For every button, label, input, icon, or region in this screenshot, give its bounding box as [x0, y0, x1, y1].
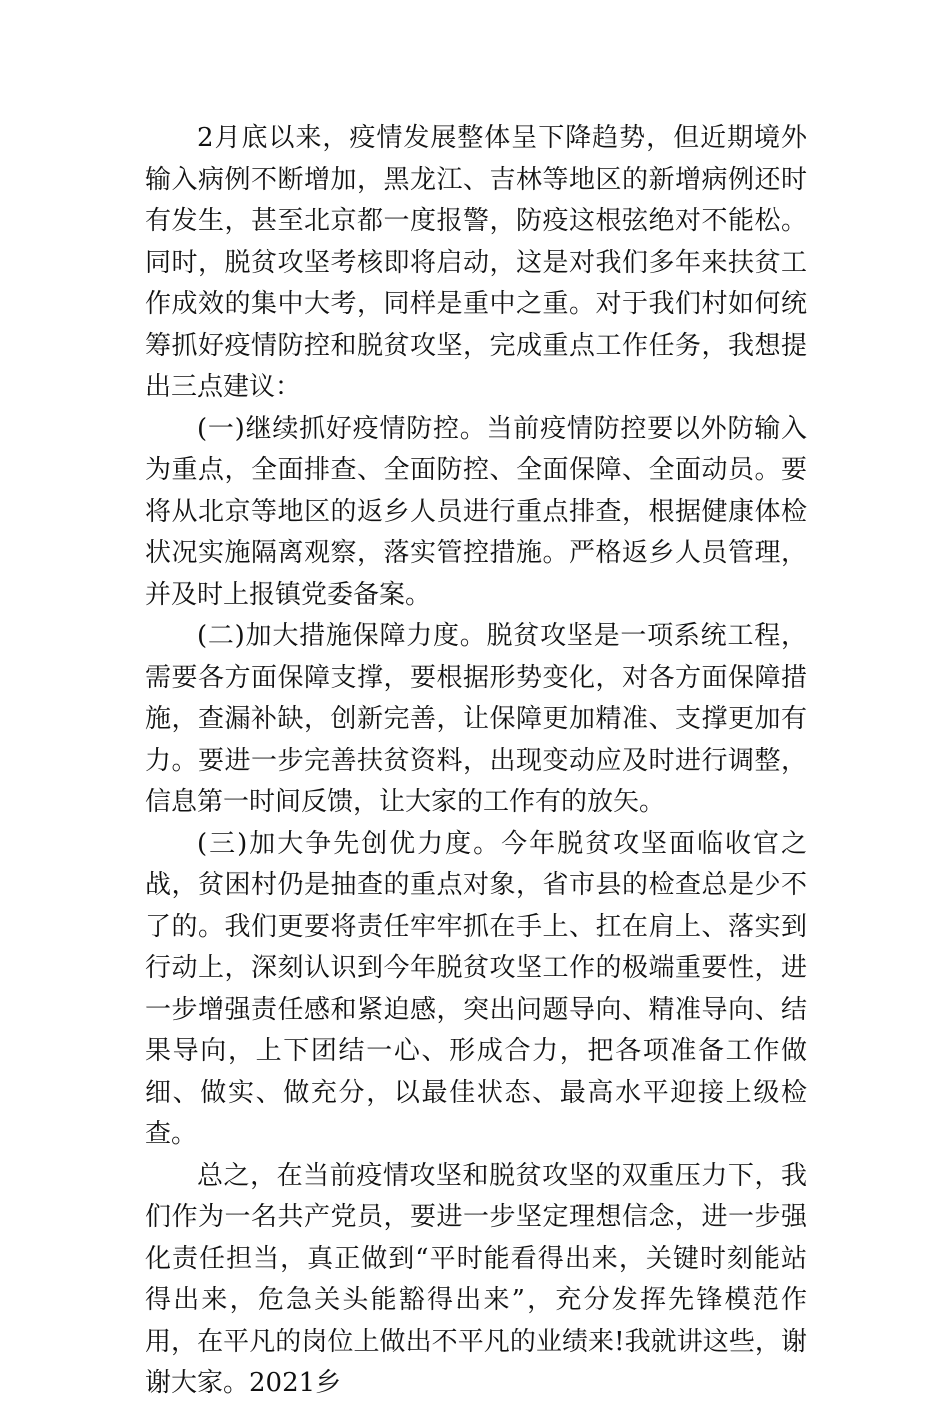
paragraph-intro: 2月底以来，疫情发展整体呈下降趋势，但近期境外输入病例不断增加，黑龙江、吉林等地区的新增病例还时有发生，甚至北京都一度报警，防疫这根弦绝对不能松。同时，脱贫攻坚考核即将启动，这是对我们多年来扶贫工作成效的集中大考，同样是重中之重。对于我们村如何统筹抓好疫情防控和脱贫攻坚，完成重点工作任务，我想提出三点建议： [145, 123, 807, 402]
paragraph-point-two: (二)加大措施保障力度。脱贫攻坚是一项系统工程，需要各方面保障支撑，要根据形势变化，对各方面保障措施，查漏补缺，创新完善，让保障更加精准、支撑更加有力。要进一步完善扶贫资料，出现变动应及时进行调整，信息第一时间反馈，让大家的工作有的放矢。 [145, 621, 807, 817]
paragraph-conclusion: 总之，在当前疫情攻坚和脱贫攻坚的双重压力下，我们作为一名共产党员，要进一步坚定理想信念，进一步强化责任担当，真正做到“平时能看得出来，关键时刻能站得出来，危急关头能豁得出来”，充分发挥先锋模范作用，在平凡的岗位上做出不平凡的业绩来!我就讲这些，谢谢大家。2021乡 [145, 1160, 807, 1398]
document-body [145, 118, 807, 1405]
paragraph-point-one: (一)继续抓好疫情防控。当前疫情防控要以外防输入为重点，全面排查、全面防控、全面保障、全面动员。要将从北京等地区的返乡人员进行重点排查，根据健康体检状况实施隔离观察，落实管控措施。严格返乡人员管理，并及时上报镇党委备案。 [145, 413, 807, 610]
paragraph-point-three: (三)加大争先创优力度。今年脱贫攻坚面临收官之战，贫困村仍是抽查的重点对象，省市县的检查总是少不了的。我们更要将责任牢牢抓在手上、扛在肩上、落实到行动上，深刻认识到今年脱贫攻坚工作的极端重要性，进一步增强责任感和紧迫感，突出问题导向、精准导向、结果导向，上下团结一心、形成合力，把各项准备工作做细、做实、做充分，以最佳状态、最高水平迎接上级检查。 [145, 828, 807, 1149]
